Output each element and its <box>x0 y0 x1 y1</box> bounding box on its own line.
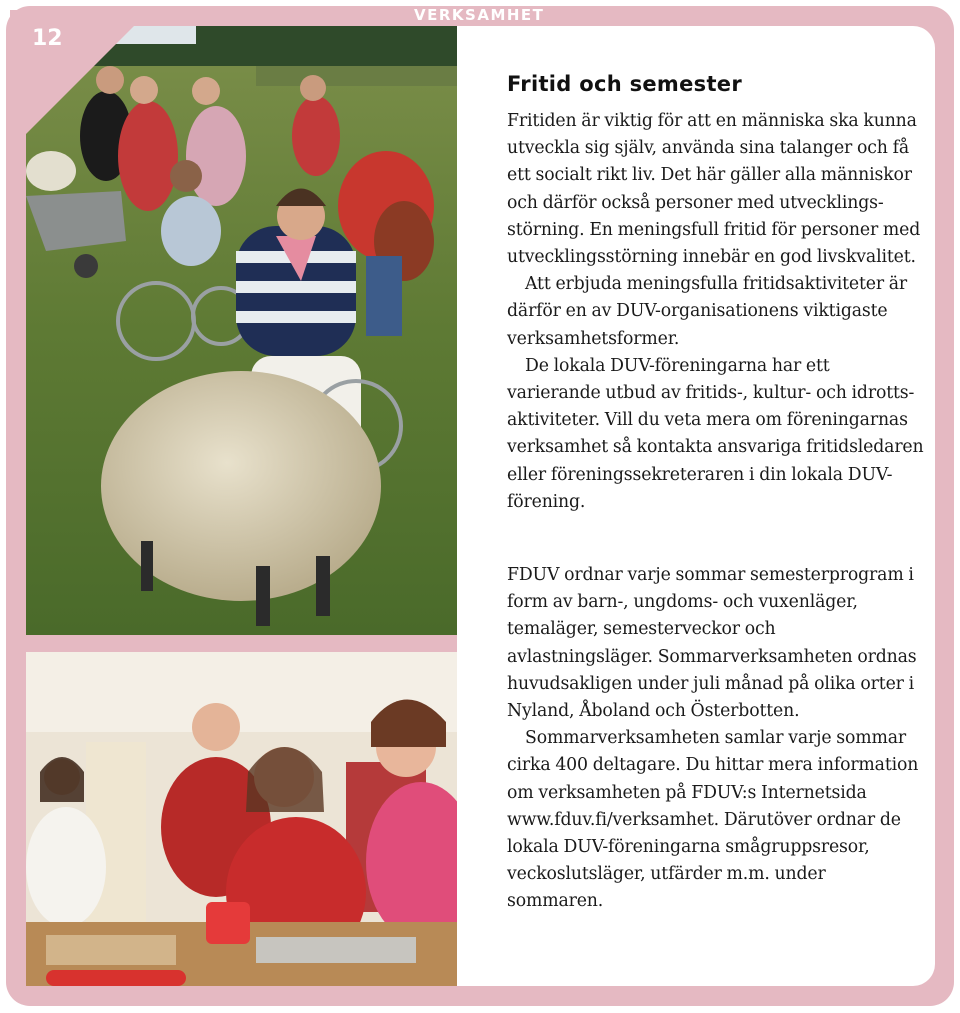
paragraph: Sommarverksamheten samlar varje sommar cirka 400 deltagare. Du hittar mera information om verksamheten på FDUV:s Internetsida www.fduv.fi/verksamhet. Därutöver ordnar de lokala DUV-föreningarna smågruppsresor, veckoslutsläger, utfärder m.m. under sommaren. <box>507 728 919 912</box>
paragraph: FDUV ordnar varje sommar semesterprogram i form av barn-, ungdoms- och vuxenläger, temaläger, semesterveckor och avlastningsläger. Sommarverksamheten ordnas huvudsakligen under juli månad på olika orter i Nyland, Åboland och Österbotten. <box>507 565 917 722</box>
section-label: VERKSAMHET <box>414 6 545 24</box>
article-body-part-1 <box>507 108 925 516</box>
photo-outdoor-sheep <box>26 26 457 635</box>
page-number: 12 <box>32 26 63 51</box>
article-body-part-2 <box>507 562 925 916</box>
article-heading: Fritid och semester <box>507 72 742 96</box>
photo-outdoor-sheep-image <box>26 26 457 635</box>
photo-indoor-cooking-image <box>26 652 457 986</box>
photo-indoor-cooking <box>26 652 457 986</box>
paragraph: De lokala DUV-föreningarna har ett varierande utbud av fritids-, kultur- och idrotts-aktiviteter. Vill du veta mera om föreningarnas verksamhet så kontakta ansvariga fritidsledaren eller föreningssekreteraren i din lokala DUV-förening. <box>507 355 924 512</box>
paragraph: Fritiden är viktig för att en människa ska kunna utveckla sig själv, använda sina talanger och få ett socialt rikt liv. Det här gäller alla människor och därför också personer med utvecklings-störning. En meningsfull fritid för personer med utvecklingsstörning innebär en god livskvalitet. <box>507 111 921 268</box>
paragraph: Att erbjuda meningsfulla fritidsaktiviteter är därför en av DUV-organisationens viktigaste verksamhetsformer. <box>507 274 908 349</box>
